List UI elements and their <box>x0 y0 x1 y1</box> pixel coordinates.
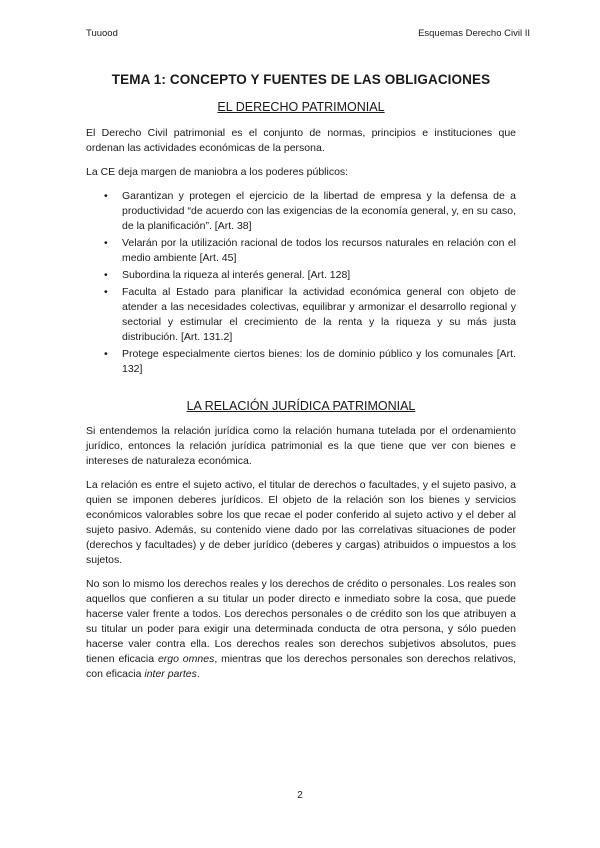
page-title: TEMA 1: CONCEPTO Y FUENTES DE LAS OBLIGACIONES <box>111 72 491 87</box>
page-number: 2 <box>297 790 303 801</box>
list-item <box>86 268 516 283</box>
list-item <box>86 347 516 377</box>
document-body <box>86 72 516 691</box>
header-document-title: Esquemas Derecho Civil II <box>418 28 530 39</box>
page-header <box>86 28 530 39</box>
bullet-icon: • <box>104 190 108 202</box>
list-item-text: Protege especialmente ciertos bienes: los de dominio público y los comunales [Art. 132] <box>122 348 516 375</box>
text-run: No son lo mismo los derechos reales y los derechos de crédito o personales. Los reales son aquellos que confieren a su titular un poder directo e inmediato sobre la cosa, que puede hacerse valer frente a todos. Los derechos personales o de crédito son los que atribuyen a su titular un poder para exigir una determinada conducta de otra persona, y sólo pueden hacerse valer contra ella. Los derechos reales son derechos subjetivos absolutos, pues tienen eficacia <box>86 578 516 665</box>
bullet-icon: • <box>104 269 108 281</box>
header-author: Tuuood <box>86 28 118 39</box>
paragraph: El Derecho Civil patrimonial es el conjunto de normas, principios e instituciones que ordenan las actividades económicas de la persona. <box>86 127 516 154</box>
list-item-text: Garantizan y protegen el ejercicio de la libertad de empresa y la defensa de a productividad “de acuerdo con las exigencias de la economía general, y, en su caso, de la planificación”. [Art. 38] <box>122 190 516 232</box>
list-item-text: Faculta al Estado para planificar la actividad económica general con objeto de atender a las necesidades colectivas, equilibrar y armonizar el desarrollo regional y sectorial y estimular el crecimiento de la renta y la riqueza y su más justa distribución. [Art. 131.2] <box>122 286 516 343</box>
bullet-icon: • <box>104 348 108 360</box>
list-item-text: Subordina la riqueza al interés general. [Art. 128] <box>122 269 351 281</box>
list-item <box>86 236 516 266</box>
paragraph <box>86 577 516 682</box>
paragraph: Si entendemos la relación jurídica como la relación humana tutelada por el ordenamiento jurídico, entonces la relación jurídica patrimonial es la que tiene que ver con bienes e intereses de naturaleza económica. <box>86 425 516 467</box>
paragraph: La CE deja margen de maniobra a los poderes públicos: <box>86 166 349 178</box>
text-run: , mientras que los derechos personales son derechos relativos, con eficacia <box>86 653 516 680</box>
list-item <box>86 189 516 234</box>
list-item-text: Velarán por la utilización racional de todos los recursos naturales en relación con el medio ambiente [Art. 45] <box>122 237 516 264</box>
bullet-icon: • <box>104 286 108 298</box>
list-item <box>86 285 516 345</box>
paragraph: La relación es entre el sujeto activo, el titular de derechos o facultades, y el sujeto pasivo, a quien se imponen deberes jurídicos. El objeto de la relación son los bienes y servicios económicos valorables sobre los que recae el poder conferido al sujeto activo y el deber al sujeto pasivo. Además, su contenido viene dado por las correlativas situaciones de poder (derechos y facultades) y de deber jurídico (deberes y cargas) atribuidos o impuestos a los sujetos. <box>86 479 516 566</box>
bullet-list <box>86 189 516 377</box>
section-heading-derecho-patrimonial: EL DERECHO PATRIMONIAL <box>217 100 385 114</box>
bullet-icon: • <box>104 237 108 249</box>
italic-term: ergo omnes <box>157 653 215 665</box>
text-run: . <box>196 668 200 680</box>
italic-term: inter partes <box>144 668 197 680</box>
section-heading-relacion-juridica: LA RELACIÓN JURÍDICA PATRIMONIAL <box>186 399 416 413</box>
